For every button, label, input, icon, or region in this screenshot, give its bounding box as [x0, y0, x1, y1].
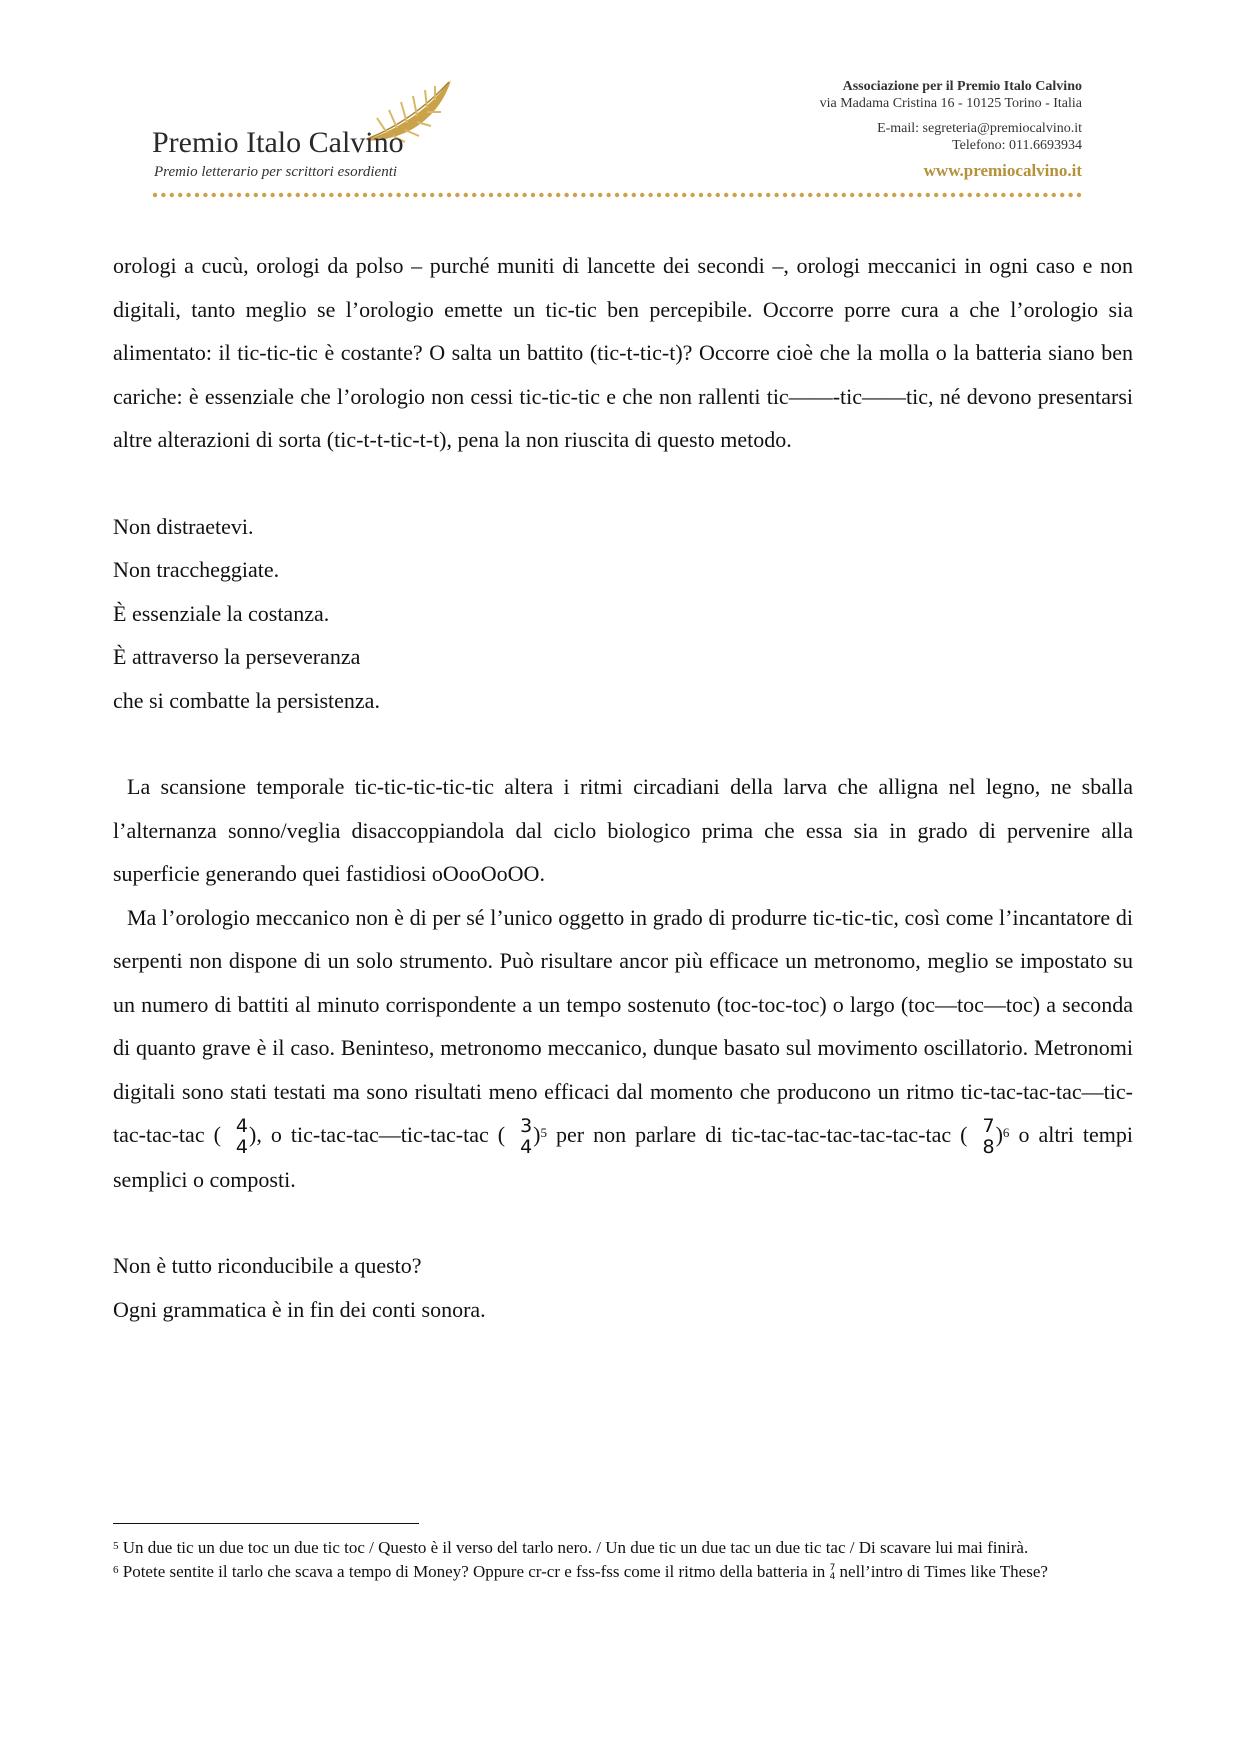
- verse-line: È attraverso la perseveranza: [113, 644, 361, 669]
- time-signature-7-4: 7 4: [829, 1563, 836, 1583]
- letterhead: [152, 70, 1082, 200]
- footnote-ref-5[interactable]: 5: [540, 1125, 547, 1140]
- association-address: via Madama Cristina 16 - 10125 Torino - Italia: [819, 96, 1082, 111]
- footnotes: [113, 1537, 1123, 1585]
- association-website: www.premiocalvino.it: [923, 161, 1082, 180]
- time-signature-7-8: 7 8: [982, 1114, 995, 1158]
- paragraph-1: orologi a cucù, orologi da polso – purché muniti di lancette dei secondi –, orologi meccanici in ogni caso e non digitali, tanto meglio se l’orologio emette un tic-tic ben percepibile. Occorre porre cura a che l’orologio sia alimentato: il tic-tic-tic è costante? O salta un battito (tic-t-tic-t)? Occorre cioè che la molla o la batteria siano ben cariche: è essenziale che l’orologio non cessi tic-tic-tic e che non rallenti tic——-tic——tic, né devono presentarsi altre alterazioni di sorta (tic-t-t-tic-t-t), pena la non riuscita di questo metodo.: [113, 253, 1133, 452]
- time-signature-3-4: 3 4: [520, 1114, 533, 1158]
- association-phone: Telefono: 011.6693934: [952, 138, 1082, 153]
- paragraph-2: La scansione temporale tic-tic-tic-tic-tic altera i ritmi circadiani della larva che alligna nel legno, ne sballa l’alternanza sonno/veglia disaccoppiandola dal ciclo biologico prima che essa sia in grado di pervenire alla superficie generando quei fastidiosi oOooOoOO.: [113, 774, 1133, 886]
- logo-subtitle: Premio letterario per scrittori esordienti: [154, 164, 398, 180]
- association-name: Associazione per il Premio Italo Calvino: [842, 79, 1082, 94]
- time-signature-4-4: 4 4: [235, 1114, 249, 1158]
- verse-line: Non distraetevi.: [113, 513, 254, 539]
- footnote-6: $^6$ Potete sentite il tarlo che scava a tempo di Money? Oppure cr-cr e fss-fss come il ritmo della batteria in 7 4 nell’intro di Times like These?: [113, 1562, 1048, 1583]
- association-contact: [820, 78, 1082, 179]
- paragraph-3-text: Ma l’orologio meccanico non è di per sé l’unico oggetto in grado di produrre tic-tic-tic, così come l’incantatore di serpenti non dispone di un solo strumento. Può risultare ancor più efficace un metronomo, meglio se impostato su un numero di battiti al minuto corrispondente a un tempo sostenuto (toc-toc-toc) o largo (toc—toc—toc) a seconda di quanto grave è il caso. Beninteso, metronomo meccanico, dunque basato sul movimento oscillatorio. Metronomi digitali sono stati testati ma sono risultati meno efficaci dal momento che producono un ritmo tic-tac-tac-tac—tic-tac-tac-tac (: [113, 904, 1133, 1147]
- verse-line: Non traccheggiate.: [113, 557, 280, 582]
- logo-title: Premio Italo Calvino: [152, 126, 404, 159]
- footnote-ref-6[interactable]: 6: [1002, 1125, 1010, 1140]
- association-email: E-mail: segreteria@premiocalvino.it: [877, 121, 1082, 136]
- dotted-divider: [152, 192, 1082, 198]
- document-body: [113, 244, 1133, 1331]
- footnote-5: $^5$ Un due tic un due toc un due tic toc / Questo è il verso del tarlo nero. / Un due tic un due tac un due tic tac / Di scavare lui mai finirà.: [113, 1538, 1029, 1557]
- footnote-separator: [113, 1523, 419, 1524]
- verse-line: Non è tutto riconducibile a questo?: [113, 1253, 422, 1279]
- paragraph-3: Ma l’orologio meccanico non è di per sé l’unico oggetto in grado di produrre tic-tic-tic, così come l’incantatore di serpenti non dispone di un solo strumento. Può risultare ancor più efficace un metronomo, meglio se impostato su un numero di battiti al minuto corrispondente a un tempo sostenuto (toc-toc-toc) o largo (toc—toc—toc) a seconda di quanto grave è il caso. Beninteso, metronomo meccanico, dunque basato sul movimento oscillatorio. Metronomi digitali sono stati testati ma sono risultati meno efficaci dal momento che producono un ritmo tic-tac-tac-tac—tic-tac-tac-tac ( 4 4 ), o tic-tac-tac—tic-tac-tac ( 3 4 )$^5$ per non parlare di tic-tac-tac-tac-tac-tac-tac ( 7 8 )$^6$ o altri tempi semplici o composti.: [113, 904, 1134, 1192]
- verse-line: È essenziale la costanza.: [113, 600, 330, 626]
- verse-line: che si combatte la persistenza.: [113, 687, 380, 713]
- verse-line: Ogni grammatica è in fin dei conti sonora.: [113, 1296, 486, 1322]
